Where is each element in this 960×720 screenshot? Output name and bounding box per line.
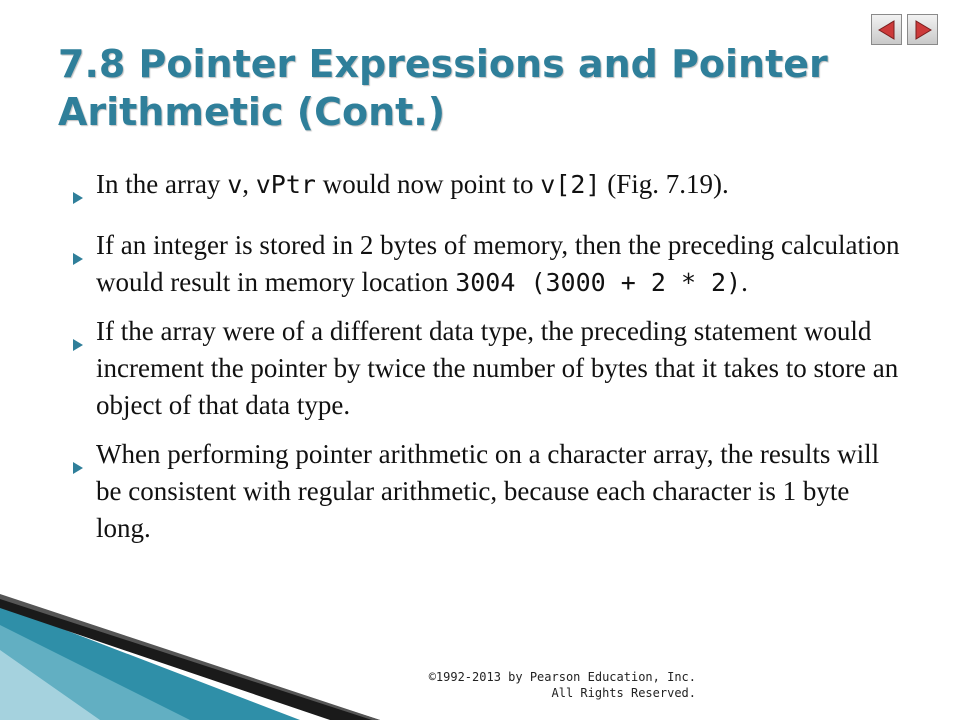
previous-slide-button[interactable]: [871, 14, 902, 45]
code-vptr: vPtr: [255, 170, 316, 199]
bullet-item-1: [72, 166, 902, 215]
bullet-arrow-icon: [72, 166, 96, 215]
copyright-line-2: All Rights Reserved.: [551, 686, 696, 700]
slide-title: [58, 40, 878, 136]
code-array-v: v: [227, 170, 243, 199]
bullet-1-text-a: In the array: [96, 169, 228, 199]
bullet-item-3: [72, 313, 902, 424]
bullet-list: [72, 166, 902, 559]
bullet-1-text-c: would now point to: [315, 169, 541, 199]
bullet-item-4: [72, 436, 902, 547]
copyright-notice: [429, 669, 696, 701]
copyright-line-1: ©1992-2013 by Pearson Education, Inc.: [428, 670, 696, 684]
triangle-left-icon: [876, 19, 898, 41]
title-line-1: 7.8 Pointer Expressions and Pointer: [58, 42, 828, 86]
title-line-2: Arithmetic (Cont.): [58, 90, 446, 134]
bullet-text-1: [96, 166, 902, 203]
bullet-2-text-a: If an integer is stored in 2 bytes of memory, then the preceding calculation would result in memory location: [96, 230, 900, 297]
bullet-2-text-b: .: [741, 267, 748, 297]
bullet-item-2: [72, 227, 902, 301]
code-memory-location: 3004 (3000 + 2 * 2): [455, 268, 742, 297]
slide-navigation: [871, 14, 938, 45]
bullet-1-text-d: (Fig. 7.19).: [600, 169, 729, 199]
bullet-arrow-icon: [72, 313, 96, 362]
code-v2: v[2]: [540, 170, 601, 199]
triangle-right-icon: [912, 19, 934, 41]
bullet-text-2: [96, 227, 902, 301]
bullet-1-text-b: ,: [242, 169, 256, 199]
bullet-arrow-icon: [72, 227, 96, 276]
next-slide-button[interactable]: [907, 14, 938, 45]
bullet-text-3: If the array were of a different data type, the preceding statement would increment the pointer by twice the number of bytes that it takes to store an object of that data type.: [96, 316, 899, 420]
bullet-arrow-icon: [72, 436, 96, 485]
bullet-text-4: When performing pointer arithmetic on a character array, the results will be consistent with regular arithmetic, because each character is 1 byte long.: [96, 439, 880, 543]
